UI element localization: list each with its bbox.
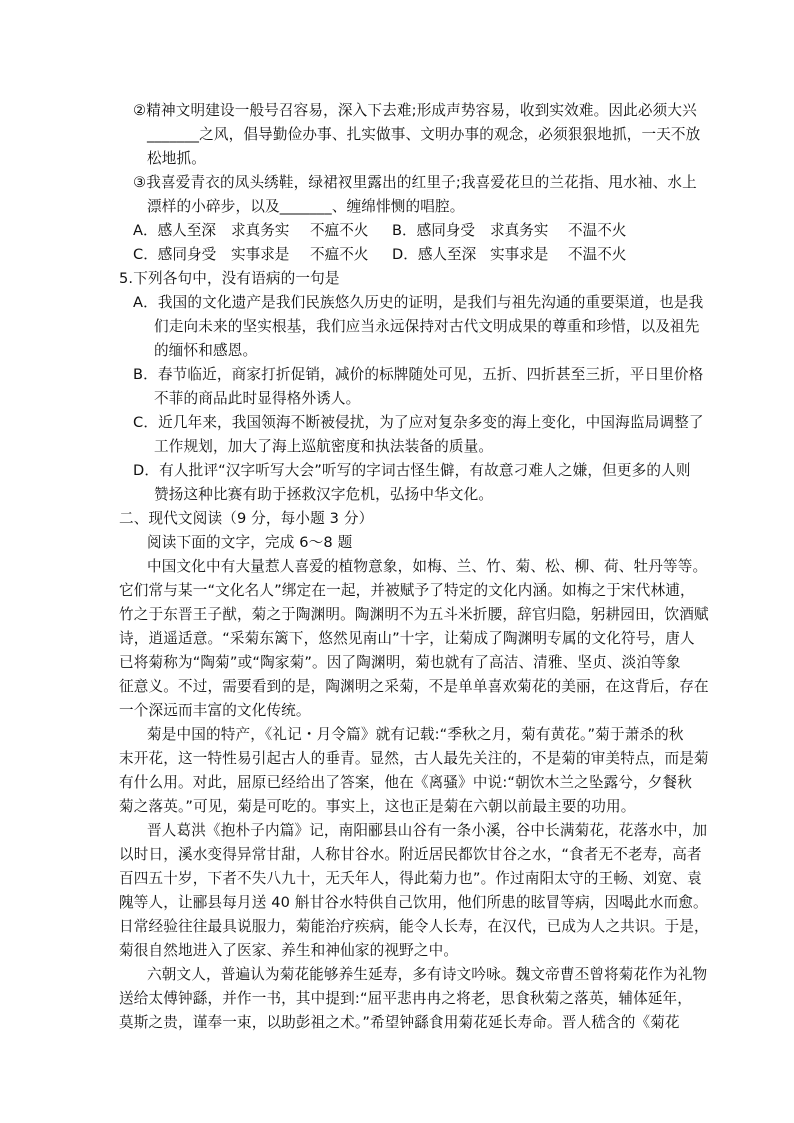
q5-option-d-line1: D．有人批评“汉字听写大会”听写的字词古怪生僻，有故意刁难人之嫌，但更多的人则 [133, 462, 691, 479]
q4-item3-line2: 漂样的小碎步，以及_______、缠绵悱恻的唱腔。 [147, 198, 465, 215]
q4-option-a-2: 求真务实 [231, 222, 290, 239]
q5-option-b-line1: B．春节临近，商家打折促销，减价的标牌随处可见，五折、四折甚至三折，平日里价格 [133, 366, 704, 383]
q4-option-c-2: 实事求是 [231, 246, 290, 263]
section-heading: 二、现代文阅读（9 分，每小题 3 分） [119, 510, 374, 527]
q4-option-a-3: 不瘟不火 [310, 222, 369, 239]
q4-option-c-3: 不瘟不火 [310, 246, 369, 263]
passage-p3-line1: 晋人葛洪《抱朴子内篇》记，南阳郦县山谷有一条小溪，谷中长满菊花，花落水中，加 [147, 822, 708, 839]
passage-p2-line4: 菊之落英。”可见，菊是可吃的。事实上，这也正是菊在六朝以前最主要的功用。 [119, 798, 636, 815]
passage-p2-line3: 有什么用。对此，屈原已经给出了答案，他在《离骚》中说:“朝饮木兰之坠露兮，夕餐秋 [119, 774, 693, 791]
passage-p1-line4: 诗，逍遥适意。“采菊东篱下，悠然见南山”十字，让菊成了陶渊明专属的文化符号，唐人 [119, 630, 695, 647]
passage-p2-line1: 菊是中国的特产，《礼记・月令篇》就有记载:“季秋之月，菊有黄花。”菊于萧杀的秋 [147, 726, 684, 743]
passage-p3-line5: 日常经验往往最具说服力，菊能治疗疾病，能令人长寿，在汉代，已成为人之共识。于是， [119, 918, 709, 935]
q5-option-a-line3: 的缅怀和感恩。 [154, 342, 258, 359]
q5-option-a-line2: 们走向未来的坚实根基，我们应当永远保持对古代文明成果的尊重和珍惜，以及祖先 [154, 318, 700, 335]
q5-option-a-line1: A．我国的文化遗产是我们民族悠久历史的证明，是我们与祖先沟通的重要渠道，也是我 [133, 294, 704, 311]
passage-p1-line1: 中国文化中有大量惹人喜爱的植物意象，如梅、兰、竹、菊、松、柳、荷、牡丹等等。 [147, 558, 708, 575]
q5-option-c-line1: C．近几年来，我国领海不断被侵扰，为了应对复杂多变的海上变化，中国海监局调整了 [133, 414, 704, 431]
reading-instruction: 阅读下面的文字，完成 6～8 题 [147, 534, 353, 551]
passage-p1-line3: 竹之于东晋王子猷，菊之于陶渊明。陶渊明不为五斗米折腰，辞官归隐，躬耕园田，饮酒赋 [119, 606, 709, 623]
q5-option-c-line2: 工作规划，加大了海上巡航密度和执法装备的质量。 [154, 438, 494, 455]
q4-option-b-3: 不温不火 [568, 222, 627, 239]
q5-stem: 5.下列各句中，没有语病的一句是 [119, 270, 340, 287]
passage-p1-line2: 它们常与某一“文化名人”绑定在一起，并被赋予了特定的文化内涵。如梅之于宋代林逋， [119, 582, 695, 599]
q4-option-c-1: C．感同身受 [133, 246, 217, 263]
q4-item2-line3: 松地抓。 [147, 150, 206, 167]
passage-p3-line2: 以时日，溪水变得异常甘甜，人称甘谷水。附近居民都饮甘谷之水，“食者无不老寿，高者 [119, 846, 702, 863]
passage-p1-line6: 征意义。不过，需要看到的是，陶渊明之采菊，不是单单喜欢菊花的美丽，在这背后，存在 [119, 678, 709, 695]
q5-option-b-line2: 不菲的商品此时显得格外诱人。 [154, 390, 361, 407]
q4-option-b-1: B．感同身受 [392, 222, 475, 239]
passage-p1-line5: 已将菊称为“陶菊”或“陶家菊”。因了陶渊明，菊也就有了高洁、清雅、坚贞、淡泊等象 [119, 654, 681, 671]
passage-p4-line1: 六朝文人，普遍认为菊花能够养生延寿，多有诗文吟咏。魏文帝曹丕曾将菊花作为礼物 [147, 966, 708, 983]
passage-p1-line7: 一个深远而丰富的文化传统。 [119, 702, 311, 719]
passage-p4-line2: 送给太傅钟繇，并作一书，其中提到:“屈平悲冉冉之将老，思食秋菊之落英，辅体延年， [119, 990, 693, 1007]
q4-option-b-2: 求真务实 [490, 222, 549, 239]
passage-p3-line4: 隗等人，让郦县每月送 40 斛甘谷水特供自己饮用，他们所患的眩冒等病，因喝此水而愈。 [119, 894, 708, 911]
q4-item2-line1: ②精神文明建设一般号召容易，深入下去难;形成声势容易，收到实效难。因此必须大兴 [133, 102, 697, 119]
q4-option-d-2: 实事求是 [490, 246, 549, 263]
q4-option-d-3: 不温不火 [568, 246, 627, 263]
passage-p2-line2: 末开花，这一特性易引起古人的垂青。显然，古人最先关注的，不是菊的审美特点，而是菊 [119, 750, 709, 767]
passage-p3-line6: 菊很自然地进入了医家、养生和神仙家的视野之中。 [119, 942, 459, 959]
passage-p3-line3: 百四五十岁，下者不失八九十，无夭年人，得此菊力也”。作过南阳太守的王畅、刘宽、袁 [119, 870, 702, 887]
q4-item3-line1: ③我喜爱青衣的凤头绣鞋，绿裙衩里露出的红里子;我喜爱花旦的兰花指、甩水袖、水上 [133, 174, 697, 191]
q4-item2-line2: _______之风，倡导勤俭办事、扎实做事、文明办事的观念，必须狠狠地抓，一天不放 [147, 126, 701, 143]
q5-option-d-line2: 赞扬这种比赛有助于拯救汉字危机，弘扬中华文化。 [154, 486, 494, 503]
q4-option-a-1: A．感人至深 [133, 222, 216, 239]
passage-p4-line3: 莫斯之贵，谨奉一束，以助彭祖之术。”希望钟繇食用菊花延长寿命。晋人嵇含的《菊花 [119, 1014, 680, 1031]
q4-option-d-1: D．感人至深 [392, 246, 477, 263]
